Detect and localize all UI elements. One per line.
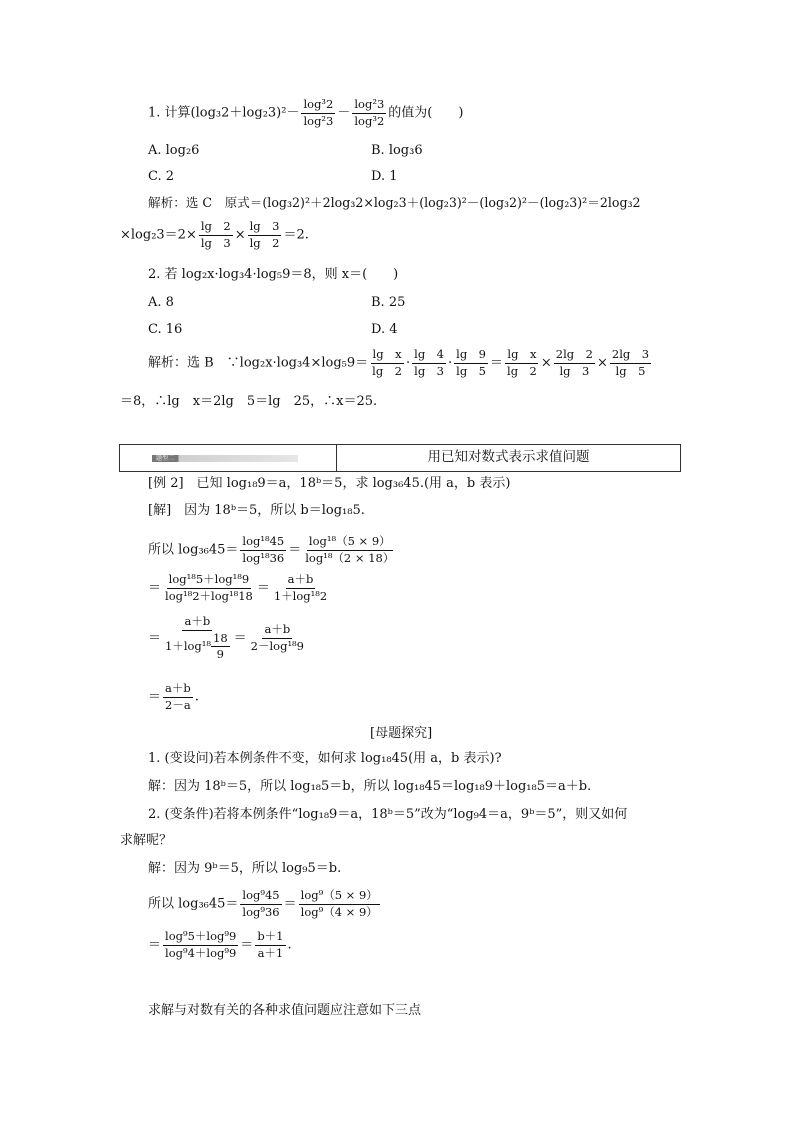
q1-sol-fraction-2: $\frac{\lg 3}{\lg 2}$ xyxy=(249,219,280,250)
section-header xyxy=(119,444,681,472)
example-step1-fraction-2: $\frac{\text{log¹⁸（5 × 9）}}{\text{log¹⁸（2 × 18）}}$ xyxy=(305,534,395,565)
example-step3-fraction-1: a＋b 1＋log¹⁸ $\frac{18}{9}$ xyxy=(165,614,228,662)
explore-step1-fraction-1: $\frac{\text{log⁹45}}{\text{log⁹36}}$ xyxy=(242,888,280,919)
q2-fraction-1: $\frac{\text{lg x}}{\lg 2}$ xyxy=(372,347,402,378)
explore-item-2-line2: 求解呢？ xyxy=(120,833,173,848)
example-solution-intro: [解] 因为 18ᵇ＝5，所以 b＝log₁₈5. xyxy=(148,503,365,518)
q2-stem: 2. 若 log₂x·log₃4·log₅9＝8，则 x＝( ) xyxy=(148,267,399,282)
explore-step1-fraction-2: $\frac{\text{log⁹（5 × 9）}}{\text{log⁹（4 × 9）}}$ xyxy=(300,888,378,919)
example-step3-inner-fraction: $\frac{18}{9}$ xyxy=(213,630,228,662)
q1-option-d: D. 1 xyxy=(371,169,398,184)
explore-item-2-line1: 2. (变条件)若将本例条件“log₁₈9＝a，18ᵇ＝5”改为“log₉4＝a，9ᵇ＝5”，则又如何 xyxy=(148,807,628,822)
example-step-3: ＝ a＋b 1＋log¹⁸ $\frac{18}{9}$ ＝ $\frac{a+b}{\text{2－log¹⁸9}}$ xyxy=(148,614,304,662)
example-step-4: ＝ $\frac{a+b}{2-a}$ . xyxy=(148,681,199,712)
q2-fraction-2: $\frac{\lg 4}{\lg 3}$ xyxy=(414,347,444,378)
q1-solution-line2: ×log₂3＝2× $\frac{\lg 2}{\lg 3}$ × $\frac{\lg 3}{\lg 2}$ ＝2. xyxy=(120,219,309,250)
explore-item-1-solution: 解：因为 18ᵇ＝5，所以 log₁₈5＝b，所以 log₁₈45＝log₁₈9＋log₁₈5＝a＋b. xyxy=(148,779,592,794)
explore-item-1: 1. (变设问)若本例条件不变，如何求 log₁₈45(用 a，b 表示)? xyxy=(148,751,502,766)
q2-fraction-4: $\frac{\text{lg x}}{\lg 2}$ xyxy=(507,347,537,378)
q1-stem-pre: 1. 计算(log₃2＋log₂3)²－ xyxy=(148,105,300,121)
example-step4-fraction: $\frac{a+b}{2-a}$ xyxy=(165,681,191,712)
q2-option-b: B. 25 xyxy=(371,295,406,310)
q1-option-c: C. 2 xyxy=(148,169,175,184)
explore-heading: [母题探究] xyxy=(370,726,433,741)
section-title: 用已知对数式表示求值问题 xyxy=(427,449,590,466)
explore-step2-fraction-2: $\frac{b+1}{a+1}$ xyxy=(257,929,284,960)
q1-stem-post: 的值为( ) xyxy=(388,105,464,121)
q2-fraction-5: $\frac{2\lg 2}{\lg 3}$ xyxy=(555,347,593,378)
q1-stem: 1. 计算(log₃2＋log₂3)²－ $\frac{\text{log³2}}{\text{log²3}}$ － $\frac{\text{log²3}}{\text{log³2}}$ 的值为( ) xyxy=(148,97,464,128)
q1-option-b: B. log₃6 xyxy=(371,143,423,158)
q1-solution-line1: 解析：选 C 原式＝(log₃2)²＋2log₃2×log₂3＋(log₂3)²－(log₃2)²－(log₂3)²＝2log₃2 xyxy=(148,195,641,210)
q2-option-c: C. 16 xyxy=(148,322,183,337)
q2-solution-line2: ＝8，∴lg x＝2lg 5＝lg 25，∴x＝25. xyxy=(120,394,378,409)
q1-sol-fraction-1: $\frac{\lg 2}{\lg 3}$ xyxy=(200,219,231,250)
q2-fraction-6: $\frac{2\lg 3}{\lg 5}$ xyxy=(611,347,650,378)
q2-fraction-3: $\frac{\lg 9}{\lg 5}$ xyxy=(456,347,486,378)
example-step2-fraction-2: $\frac{a+b}{\text{1＋log¹⁸2}}$ xyxy=(273,572,328,603)
q2-option-d: D. 4 xyxy=(371,322,398,337)
explore-item-2-solution: 解：因为 9ᵇ＝5，所以 log₉5＝b. xyxy=(148,861,342,876)
example-statement: [例 2] 已知 log₁₈9＝a，18ᵇ＝5，求 log₃₆45.(用 a，b 表示) xyxy=(148,476,511,491)
q1-fraction-2: $\frac{\text{log²3}}{\text{log³2}}$ xyxy=(354,97,385,128)
q2-option-a: A. 8 xyxy=(148,295,174,310)
example-step-2: ＝ $\frac{\text{log¹⁸5＋log¹⁸9}}{\text{log¹⁸2＋log¹⁸18}}$ ＝ $\frac{a+b}{\text{1＋log¹⁸2}}$ xyxy=(148,572,328,603)
example-step1-fraction-1: $\frac{\text{log¹⁸45}}{\text{log¹⁸36}}$ xyxy=(242,534,285,565)
q1-option-a: A. log₂6 xyxy=(148,143,200,158)
summary-heading: 求解与对数有关的各种求值问题应注意如下三点 xyxy=(148,1003,422,1018)
q1-fraction-1: $\frac{\text{log³2}}{\text{log²3}}$ xyxy=(303,97,334,128)
explore-step-1: 所以 log₃₆45＝ $\frac{\text{log⁹45}}{\text{log⁹36}}$ ＝ $\frac{\text{log⁹（5 × 9）}}{\text{log⁹（4 × 9）}}$ xyxy=(148,888,378,919)
q2-solution-line1: 解析：选 B ∵log₂x·log₃4×log₅9＝ $\frac{\text{lg x}}{\lg 2}$ · $\frac{\lg 4}{\lg 3}$ · $\frac{\lg 9}{\lg 5}$ ＝ $\frac{\text{lg x}}{\lg 2}$ × $\frac{2\lg 2}{\lg 3}$ × $\frac{2\lg 3}{\lg 5}$ xyxy=(148,347,650,378)
section-tag-badge: 题型二 xyxy=(152,455,298,462)
explore-step-2: ＝ $\frac{\text{log⁹5＋log⁹9}}{\text{log⁹4＋log⁹9}}$ ＝ $\frac{b+1}{a+1}$ . xyxy=(148,929,292,960)
example-step2-fraction-1: $\frac{\text{log¹⁸5＋log¹⁸9}}{\text{log¹⁸2＋log¹⁸18}}$ xyxy=(165,572,253,603)
example-step-1: 所以 log₃₆45＝ $\frac{\text{log¹⁸45}}{\text{log¹⁸36}}$ ＝ $\frac{\text{log¹⁸（5 × 9）}}{\text{log¹⁸（2 × 18）}}$ xyxy=(148,534,395,565)
explore-step2-fraction-1: $\frac{\text{log⁹5＋log⁹9}}{\text{log⁹4＋log⁹9}}$ xyxy=(165,929,237,960)
example-step3-fraction-2: $\frac{a+b}{\text{2－log¹⁸9}}$ xyxy=(250,622,304,653)
